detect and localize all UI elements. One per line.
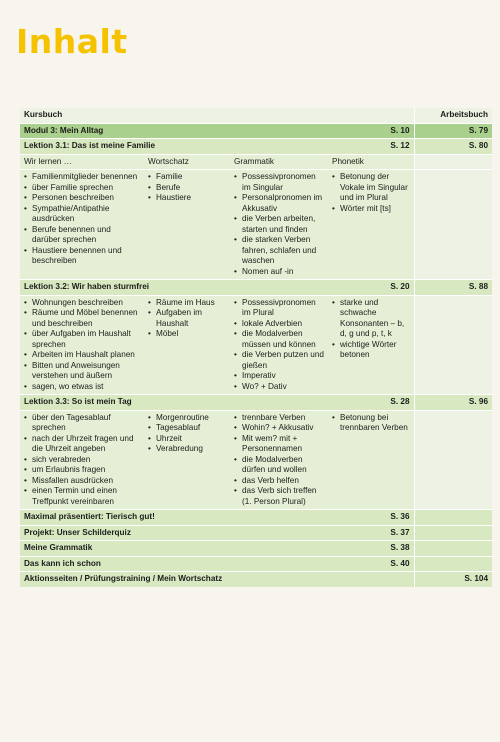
- list-item: • Missfallen ausdrücken: [24, 476, 140, 487]
- toc-header-row: [20, 108, 492, 123]
- list-item: • sagen, wo etwas ist: [24, 382, 140, 393]
- extra-kb-page: S. 38: [378, 541, 414, 557]
- list-item: • Possessivpronomen im Singular: [234, 172, 324, 193]
- extra-kb-page: S. 37: [378, 525, 414, 541]
- column-header-row: [20, 154, 492, 170]
- lektion-row: [20, 139, 492, 155]
- extra-title: Meine Grammatik: [20, 541, 378, 557]
- extra-ab-page: [414, 510, 492, 526]
- lektion-title: Lektion 3.1: Das ist meine Familie: [20, 139, 378, 155]
- extra-kb-page: S. 36: [378, 510, 414, 526]
- list-item: • Berufe benennen und darüber sprechen: [24, 225, 140, 246]
- list-item: • über Aufgaben im Haushalt sprechen: [24, 329, 140, 350]
- modul-title: Modul 3: Mein Alltag: [20, 123, 378, 139]
- list-item: • um Erlaubnis fragen: [24, 465, 140, 476]
- extra-title: Aktionsseiten / Prüfungstraining / Mein Wortschatz: [20, 572, 378, 587]
- extra-ab-page: S. 104: [414, 572, 492, 587]
- wortschatz-list: [148, 413, 226, 455]
- list-item: • Wo? + Dativ: [234, 382, 324, 393]
- extra-kb-page: S. 40: [378, 556, 414, 572]
- lektion-content-row: [20, 410, 492, 510]
- list-item: • wichtige Wörter betonen: [332, 340, 410, 361]
- grammatik-list: [234, 413, 324, 508]
- list-item: • Wohnungen beschreiben: [24, 298, 140, 309]
- modul-ab-page: S. 79: [414, 123, 492, 139]
- list-item: • Arbeiten im Haushalt planen: [24, 350, 140, 361]
- arbeitsbuch-header: Arbeitsbuch: [440, 110, 488, 119]
- list-item: • Berufe: [148, 183, 226, 194]
- list-item: • Verabredung: [148, 444, 226, 455]
- lektion-kb-page: S. 28: [378, 395, 414, 411]
- list-item: • Mit wem? mit + Personennamen: [234, 434, 324, 455]
- col-header-grammatik: Grammatik: [230, 154, 328, 170]
- list-item: • das Verb sich treffen (1. Person Plural): [234, 486, 324, 507]
- extra-title: Projekt: Unser Schilderquiz: [20, 525, 378, 541]
- page-title: Inhalt: [16, 22, 128, 61]
- lektion-kb-page: S. 20: [378, 280, 414, 296]
- extra-title: Das kann ich schon: [20, 556, 378, 572]
- toc-table: [20, 108, 492, 587]
- list-item: • Familienmitglieder benennen: [24, 172, 140, 183]
- list-item: • über den Tagesablauf sprechen: [24, 413, 140, 434]
- modul-kb-page: S. 10: [378, 123, 414, 139]
- list-item: • Betonung der Vokale im Singular und im Plural: [332, 172, 410, 204]
- phonetik-list: [332, 172, 410, 214]
- list-item: • Uhrzeit: [148, 434, 226, 445]
- lektion-ab-page: S. 96: [414, 395, 492, 411]
- col-header-wortschatz: Wortschatz: [144, 154, 230, 170]
- list-item: • Haustiere: [148, 193, 226, 204]
- phonetik-list: [332, 413, 410, 434]
- extra-row: [20, 541, 492, 557]
- lektion-content-row: [20, 295, 492, 395]
- list-item: • das Verb helfen: [234, 476, 324, 487]
- empty-cell: [414, 410, 492, 510]
- extra-row: [20, 510, 492, 526]
- list-item: • über Familie sprechen: [24, 183, 140, 194]
- lektion-row: [20, 395, 492, 411]
- list-item: • Tagesablauf: [148, 423, 226, 434]
- lektion-row: [20, 280, 492, 296]
- col-header-lernen: Wir lernen …: [20, 154, 144, 170]
- wortschatz-list: [148, 298, 226, 340]
- empty-cell: [414, 295, 492, 395]
- list-item: • Betonung bei trennbaren Verben: [332, 413, 410, 434]
- list-item: • Nomen auf -in: [234, 267, 324, 278]
- empty-cell: [414, 170, 492, 280]
- extra-ab-page: [414, 541, 492, 557]
- list-item: • Räume und Möbel benennen und beschreiben: [24, 308, 140, 329]
- list-item: • Familie: [148, 172, 226, 183]
- list-item: • Personen beschreiben: [24, 193, 140, 204]
- list-item: • Wohin? + Akkusativ: [234, 423, 324, 434]
- lektion-content-row: [20, 170, 492, 280]
- lernen-list: [24, 298, 140, 393]
- col-header-phonetik: Phonetik: [328, 154, 414, 170]
- extra-row: [20, 556, 492, 572]
- list-item: • sich verabreden: [24, 455, 140, 466]
- modul-row: [20, 123, 492, 139]
- list-item: • Haustiere benennen und beschreiben: [24, 246, 140, 267]
- list-item: • Aufgaben im Haushalt: [148, 308, 226, 329]
- list-item: • einen Termin und einen Treffpunkt vereinbaren: [24, 486, 140, 507]
- kursbuch-header: Kursbuch: [20, 108, 414, 123]
- lektion-title: Lektion 3.2: Wir haben sturmfrei: [20, 280, 378, 296]
- extra-row: [20, 572, 492, 587]
- lernen-list: [24, 413, 140, 508]
- extra-row: [20, 525, 492, 541]
- list-item: • Bitten und Anweisungen verstehen und äußern: [24, 361, 140, 382]
- list-item: • Personalpronomen im Akkusativ: [234, 193, 324, 214]
- extra-title: Maximal präsentiert: Tierisch gut!: [20, 510, 378, 526]
- extra-ab-page: [414, 556, 492, 572]
- grammatik-list: [234, 172, 324, 277]
- list-item: • die Modalverben müssen und können: [234, 329, 324, 350]
- list-item: • Möbel: [148, 329, 226, 340]
- lektion-ab-page: S. 80: [414, 139, 492, 155]
- list-item: • Possessivpronomen im Plural: [234, 298, 324, 319]
- list-item: • Imperativ: [234, 371, 324, 382]
- list-item: • Sympathie/Antipathie ausdrücken: [24, 204, 140, 225]
- list-item: • die Verben putzen und gießen: [234, 350, 324, 371]
- wortschatz-list: [148, 172, 226, 204]
- lektion-ab-page: S. 88: [414, 280, 492, 296]
- lektion-title: Lektion 3.3: So ist mein Tag: [20, 395, 378, 411]
- list-item: • die starken Verben fahren, schlafen und waschen: [234, 235, 324, 267]
- list-item: • lokale Adverbien: [234, 319, 324, 330]
- list-item: • Morgenroutine: [148, 413, 226, 424]
- list-item: • starke und schwache Konsonanten – b, d, g und p, t, k: [332, 298, 410, 340]
- lektion-kb-page: S. 12: [378, 139, 414, 155]
- list-item: • die Verben arbeiten, starten und finden: [234, 214, 324, 235]
- list-item: • Wörter mit [ts]: [332, 204, 410, 215]
- lernen-list: [24, 172, 140, 267]
- extra-kb-page: [378, 572, 414, 587]
- list-item: • trennbare Verben: [234, 413, 324, 424]
- grammatik-list: [234, 298, 324, 393]
- phonetik-list: [332, 298, 410, 361]
- list-item: • Räume im Haus: [148, 298, 226, 309]
- list-item: • nach der Uhrzeit fragen und die Uhrzeit angeben: [24, 434, 140, 455]
- empty-cell: [414, 154, 492, 170]
- extra-ab-page: [414, 525, 492, 541]
- list-item: • die Modalverben dürfen und wollen: [234, 455, 324, 476]
